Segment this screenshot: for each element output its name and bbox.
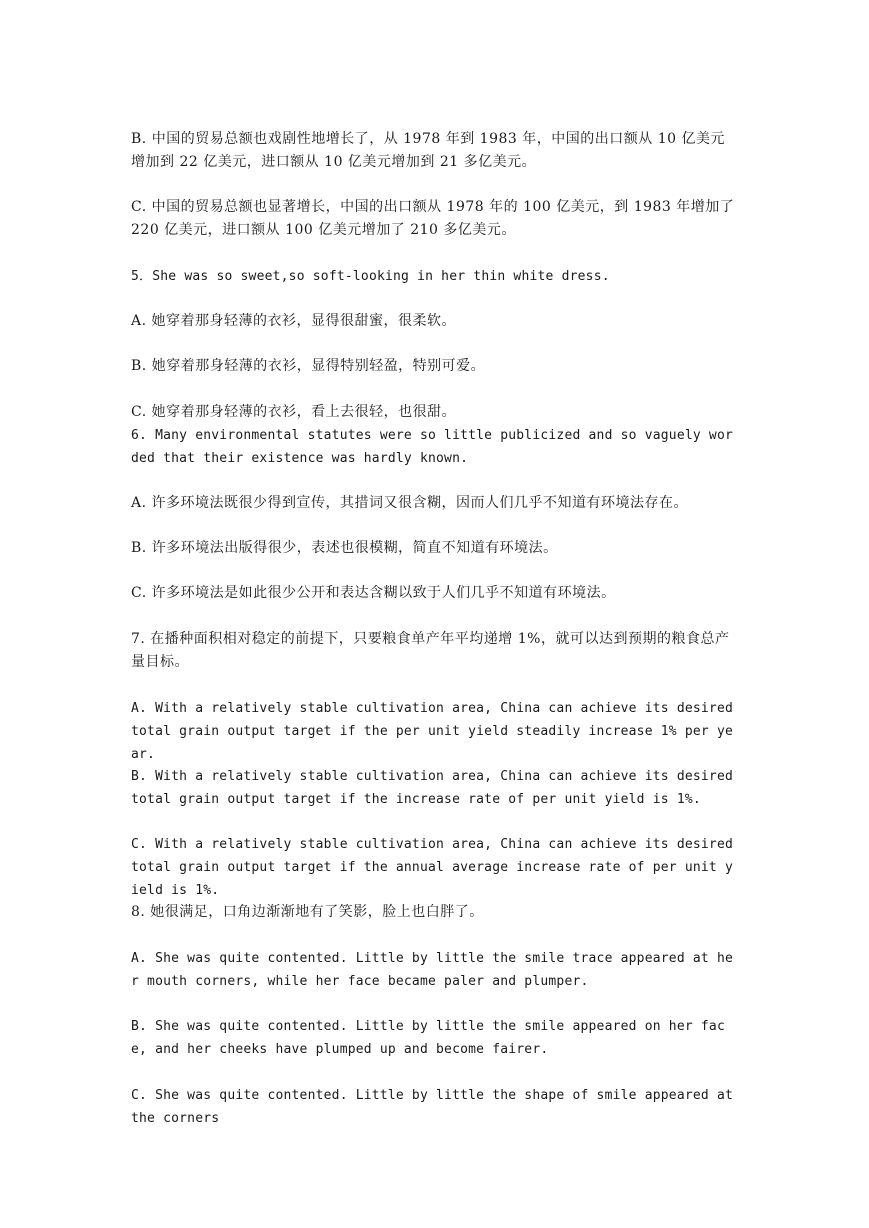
question-8: 8. 她很满足，口角边渐渐地有了笑影，脸上也白胖了。 (131, 904, 484, 920)
option-8b: B. She was quite contented. Little by little the smile appeared on her face, and her cheeks have plumped up and become fairer. (131, 1019, 725, 1057)
option-6b: B. 许多环境法出版得很少，表述也很模糊，简直不知道有环境法。 (131, 540, 558, 556)
option-6c: C. 许多环境法是如此很少公开和表达含糊以致于人们几乎不知道有环境法。 (131, 585, 616, 601)
option-7b: B. With a relatively stable cultivation area, China can achieve its desired total grain output target if the increase rate of per unit yield is 1%. (131, 769, 733, 807)
option-8c: C. She was quite contented. Little by little the shape of smile appeared at the corners (131, 1088, 733, 1126)
option-7a: A. With a relatively stable cultivation area, China can achieve its desired total grain output target if the per unit yield steadily increase 1% per year. (131, 701, 733, 762)
option-5c: C. 她穿着那身轻薄的衣衫，看上去很轻，也很甜。 (131, 404, 457, 420)
question-5: 5．She was so sweet,so soft-looking in her thin white dress. (131, 269, 610, 284)
question-6: 6. Many environmental statutes were so little publicized and so vaguely worded that their existence was hardly known. (131, 428, 733, 466)
option-6a: A. 许多环境法既很少得到宣传，其措词又很含糊，因而人们几乎不知道有环境法存在。 (131, 495, 689, 511)
option-8a: A. She was quite contented. Little by little the smile trace appeared at her mouth corners, while her face became paler and plumper. (131, 951, 733, 989)
option-5b: B. 她穿着那身轻薄的衣衫，显得特别轻盈，特别可爱。 (131, 358, 486, 374)
option-5a: A. 她穿着那身轻薄的衣衫，显得很甜蜜，很柔软。 (131, 313, 457, 329)
option-7c: C. With a relatively stable cultivation area, China can achieve its desired total grain output target if the annual average increase rate of per unit yield is 1%. (131, 837, 733, 898)
paragraph-4c: C. 中国的贸易总额也显著增长，中国的出口额从 1978 年的 100 亿美元，到 1983 年增加了 220 亿美元，进口额从 100 亿美元增加了 210 多亿美元。 (131, 199, 735, 238)
question-7: 7. 在播种面积相对稳定的前提下，只要粮食单产年平均递增 1%，就可以达到预期的粮食总产量目标。 (131, 631, 730, 670)
paragraph-4b: B. 中国的贸易总额也戏剧性地增长了，从 1978 年到 1983 年，中国的出口额从 10 亿美元增加到 22 亿美元，进口额从 10 亿美元增加到 21 多亿美元。 (131, 131, 725, 170)
